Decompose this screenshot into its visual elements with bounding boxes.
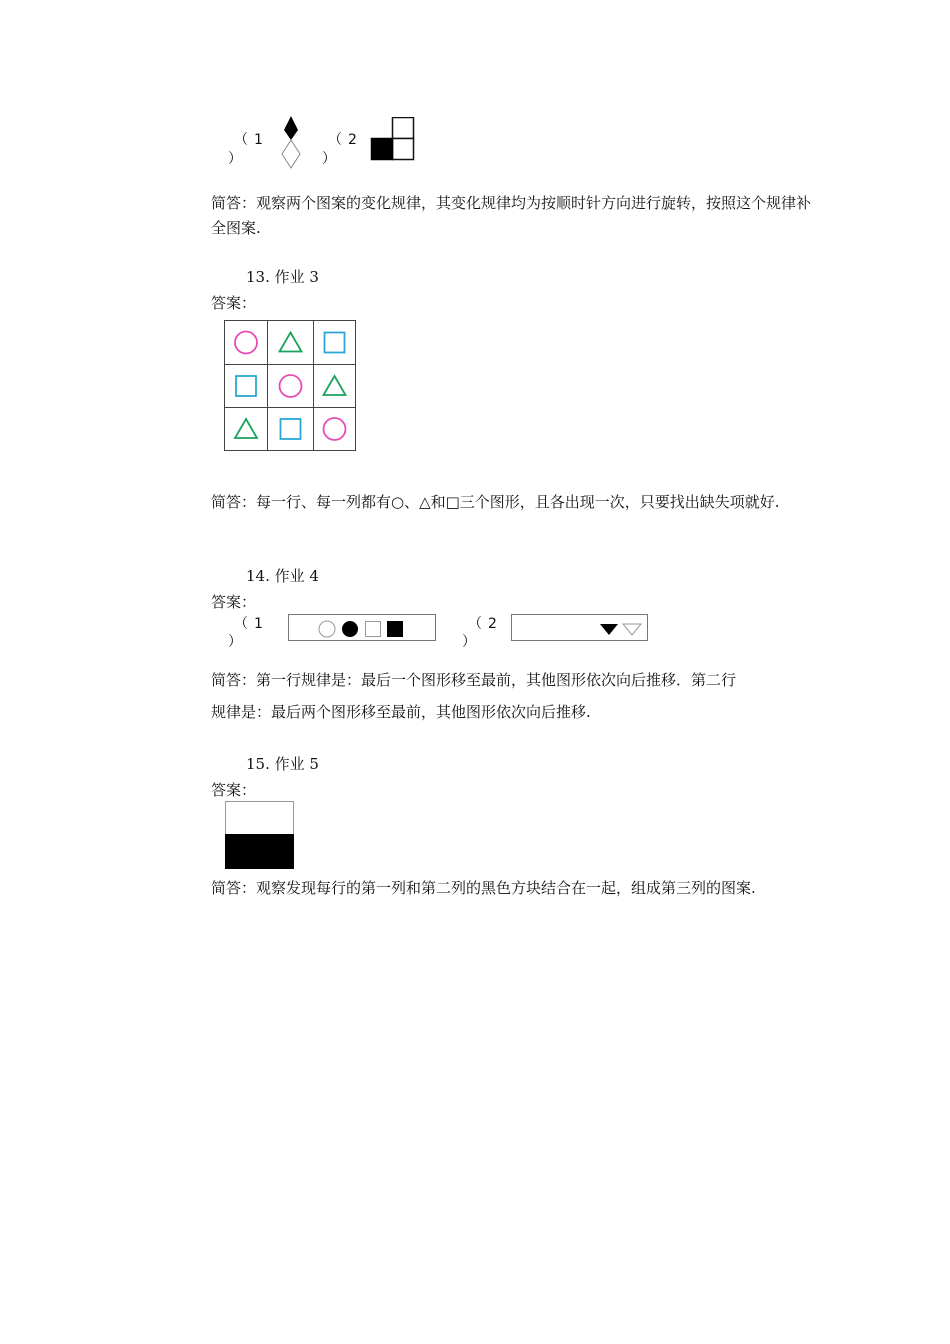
sequence-row-2-box	[511, 614, 648, 641]
grid-triangle-r2c3	[324, 376, 346, 395]
fig1-label-open: （	[234, 132, 248, 148]
section14-answer-line1: 简答：第一行规律是：最后一个图形移至最前，其他图形依次向后推移．第二行	[211, 671, 737, 689]
section14-answer-line2: 规律是：最后两个图形移至最前，其他图形依次向后推移.	[211, 703, 591, 721]
sequence-row-1-box	[288, 614, 436, 641]
sequence-row-2-shapes	[598, 621, 644, 637]
fig1-label-num: 1	[254, 132, 263, 148]
diamond-rotation-figure	[278, 114, 306, 170]
white-square-bottom-right	[393, 139, 414, 160]
section14-answer-label: 答案：	[211, 593, 257, 611]
grid-circle-r2c2	[280, 375, 302, 397]
section15-answer-label: 答案：	[211, 781, 257, 799]
row2-label-num: 2	[488, 616, 497, 632]
section15-title: 15. 作业 5	[246, 755, 319, 773]
row1-label-open: （	[234, 616, 248, 632]
section12-answer-text: 简答：观察两个图案的变化规律，其变化规律均为按顺时针方向进行旋转，按照这个规律补全图案.	[211, 194, 812, 237]
section13-answer-text: 简答：每一行、每一列都有○、△和□三个图形，且各出现一次，只要找出缺失项就好.	[211, 493, 780, 511]
white-down-triangle-shape	[623, 624, 641, 635]
white-circle-shape	[319, 621, 335, 637]
row2-label-close: ）	[462, 634, 476, 650]
sequence-row-1-shapes	[317, 619, 407, 639]
section13-answer-label: 答案：	[211, 294, 257, 312]
black-circle-shape	[342, 621, 358, 637]
black-square-bottom-left	[372, 139, 393, 160]
black-diamond-shape	[284, 116, 298, 140]
white-diamond-shape	[282, 140, 300, 168]
fig2-label-close: ）	[322, 151, 336, 167]
black-square-shape	[387, 621, 403, 637]
grid-triangle-r3c1	[235, 419, 257, 438]
row1-label-close: ）	[228, 634, 242, 650]
fig2-label-open: （	[328, 132, 342, 148]
l-block-figure	[370, 117, 416, 161]
white-square-top	[393, 118, 414, 139]
grid-square-r2c1	[236, 376, 256, 396]
grid-shapes	[235, 332, 346, 441]
row1-label-num: 1	[254, 616, 263, 632]
section14-title: 14. 作业 4	[246, 567, 319, 585]
section13-title: 13. 作业 3	[246, 268, 319, 286]
grid-circle-r3c3	[324, 418, 346, 440]
grid-circle-r1c1	[235, 332, 257, 354]
black-down-triangle-shape	[600, 624, 618, 635]
grid-lines	[225, 321, 356, 451]
fig2-label-num: 2	[348, 132, 357, 148]
grid-square-r1c3	[325, 333, 345, 353]
half-black-square-figure	[225, 801, 294, 869]
black-bottom-half	[225, 834, 294, 869]
white-square-shape	[366, 622, 381, 637]
fig1-label-close: ）	[228, 151, 242, 167]
grid-square-r3c2	[281, 419, 301, 439]
row2-label-open: （	[468, 616, 482, 632]
section15-answer-text: 简答：观察发现每行的第一列和第二列的黑色方块结合在一起，组成第三列的图案.	[211, 879, 756, 897]
shape-grid-3x3	[224, 320, 358, 452]
grid-triangle-r1c2	[280, 333, 302, 352]
